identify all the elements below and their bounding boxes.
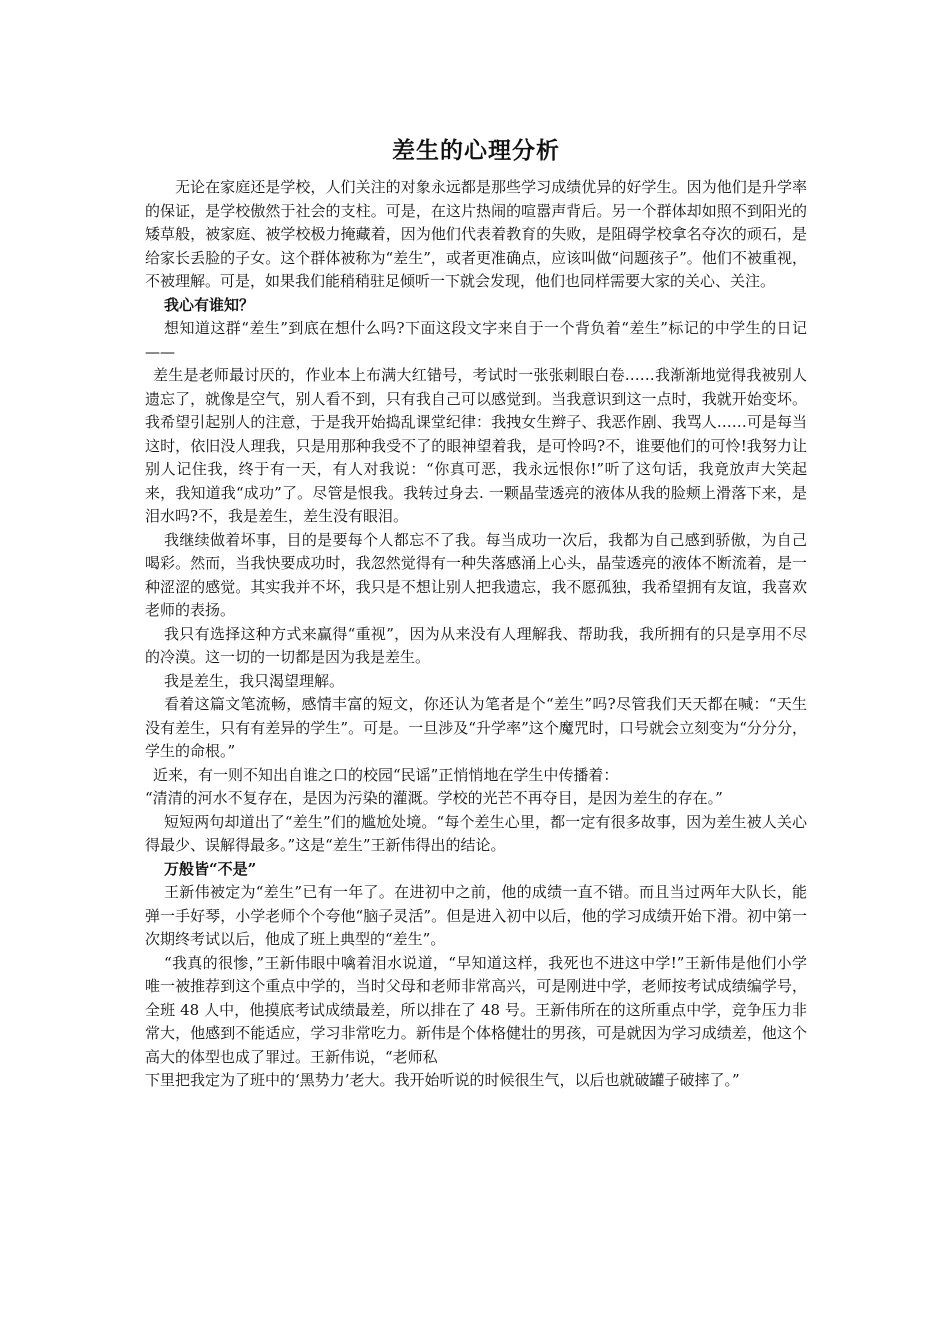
body-paragraph: 近来，有一则不知出自谁之口的校园“民谣”正悄悄地在学生中传播着： [153, 765, 619, 784]
section-heading: 万般皆“不是” [164, 859, 257, 878]
body-paragraph: 我是差生，我只渴望理解。 [164, 671, 345, 690]
body-paragraph: 我只有选择这种方式来赢得“重视”，因为从来没有人理解我、帮助我，我所拥有的只是享用不尽的冷漠。这一切的一切都是因为我是差生。 [145, 624, 807, 666]
body-paragraph: 无论在家庭还是学校，人们关注的对象永远都是那些学习成绩优异的好学生。因为他们是升学率的保证，是学校傲然于社会的支柱。可是，在这片热闹的喧嚣声背后。另一个群体却如照不到阳光的矮草般，被家庭、被学校极力掩藏着，因为他们代表着教育的失败，是阻碍学校拿名夺次的顽石，是给家长丢脸的子女。这个群体被称为“差生”，或者更准确点，应该叫做“问题孩子”。他们不被重视，不被理解。可是，如果我们能稍稍驻足倾听一下就会发现，他们也同样需要大家的关心、关注。 [145, 178, 807, 290]
document-page [145, 136, 807, 1093]
body-paragraph: 想知道这群“差生”到底在想什么吗?下面这段文字来自于一个背负着“差生”标记的中学生的日记—— [145, 319, 807, 361]
document-body [145, 176, 807, 1093]
body-paragraph: 下里把我定为了班中的‘黑势力’老大。我开始听说的时候很生气，以后也就破罐子破摔了。” [145, 1071, 740, 1089]
section-heading: 我心有谁知？ [164, 295, 255, 314]
body-paragraph: “我真的很惨，”王新伟眼中噙着泪水说道，“早知道这样，我死也不进这中学!”王新伟是他们小学唯一被推荐到这个重点中学的，当时父母和老师非常高兴，可是刚进中学，老师按考试成绩编学号，全班 48 人中，他摸底考试成绩最差，所以排在了 48 号。王新伟所在的这所重点中学，竞争压力非常大，他感到不能适应，学习非常吃力。新伟是个体格健壮的男孩，可是就因为学习成绩差，他这个高大的体型也成了罪过。王新伟说，“老师私 [145, 953, 807, 1066]
body-paragraph: 我继续做着坏事，目的是要每个人都忘不了我。每当成功一次后，我都为自己感到骄傲，为自己喝彩。然而，当我快要成功时，我忽然觉得有一种失落感涌上心头，晶莹透亮的液体不断流着，是一种涩涩的感觉。其实我并不坏，我只是不想让别人把我遗忘，我不愿孤独，我希望拥有友谊，我喜欢老师的表扬。 [145, 530, 807, 619]
body-paragraph: 王新伟被定为“差生”已有一年了。在进初中之前，他的成绩一直不错。而且当过两年大队长，能弹一手好琴，小学老师个个夸他“脑子灵活”。但是进入初中以后，他的学习成绩开始下滑。初中第一次期终考试以后，他成了班上典型的“差生”。 [145, 883, 807, 948]
body-paragraph: 短短两句却道出了“差生”们的尴尬处境。“每个差生心里，都一定有很多故事，因为差生被人关心得最少、误解得最多。”这是“差生”王新伟得出的结论。 [145, 812, 807, 854]
body-paragraph: “清清的河水不复存在，是因为污染的灌溉。学校的光芒不再夺目，是因为差生的存在。” [145, 789, 723, 807]
document-title: 差生的心理分析 [392, 138, 560, 164]
body-paragraph: 差生是老师最讨厌的，作业本上布满大红错号，考试时一张张刺眼白卷……我渐渐地觉得我被别人遗忘了，就像是空气，别人看不到，只有我自己可以感觉到。当我意识到这一点时，我就开始变坏。我希望引起别人的注意，于是我开始捣乱课堂纪律：我拽女生辫子、我恶作剧、我骂人……可是每当这时，依旧没人理我，只是用那种我受不了的眼神望着我，是可怜吗?不，谁要他们的可怜!我努力让别人记住我，终于有一天，有人对我说：“你真可恶，我永远恨你!”听了这句话，我竟放声大笑起来，我知道我“成功”了。尽管是恨我。我转过身去. 一颗晶莹透亮的液体从我的脸颊上滑落下来，是泪水吗?不，我是差生，差生没有眼泪。 [145, 366, 807, 525]
body-paragraph: 看着这篇文笔流畅，感情丰富的短文，你还认为笔者是个“差生”吗?尽管我们天天都在喊：“天生没有差生，只有有差异的学生”。可是。一旦涉及“升学率”这个魔咒时，口号就会立刻变为“分分分，学生的命根。” [145, 695, 807, 760]
